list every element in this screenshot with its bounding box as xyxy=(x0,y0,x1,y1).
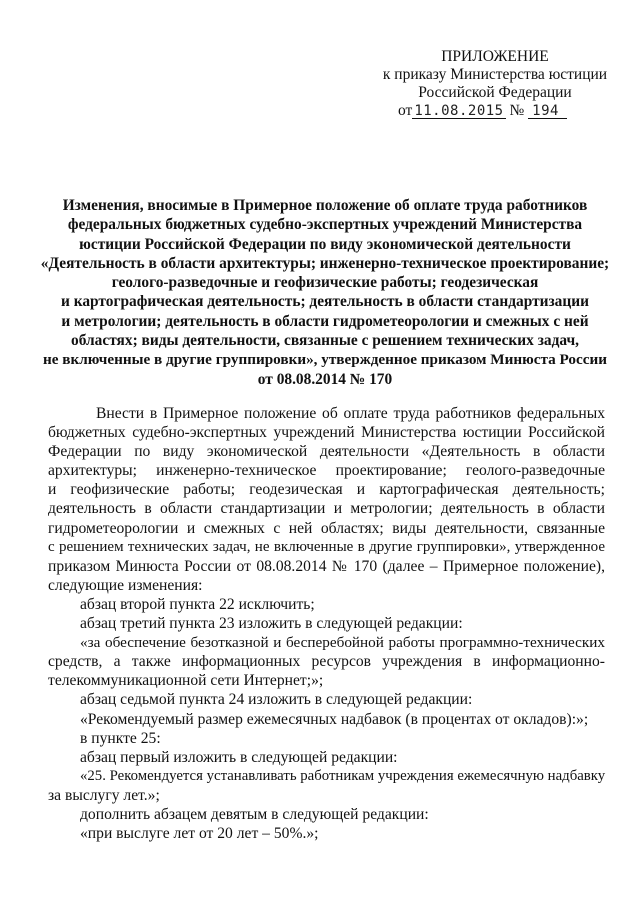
number-label: № xyxy=(509,102,525,119)
quote-line: средств, а также информационных ресурсов учреждения в информационно- xyxy=(48,653,605,671)
title-line: и метрологии; деятельность в области гидрометеорологии и смежных с ней xyxy=(61,312,589,330)
intro-paragraph xyxy=(48,404,605,595)
paragraph-line: бюджетных судебно-экспертных учреждений Министерства юстиции Российской xyxy=(48,424,605,442)
order-number-line xyxy=(380,102,610,120)
order-number: 194 xyxy=(528,104,567,119)
paragraph-line: приказом Минюста России от 08.08.2014 № 170 (далее – Примерное положение), xyxy=(48,557,605,575)
list-item: абзац седьмой пункта 24 изложить в следующей редакции: xyxy=(80,691,473,709)
quote-block xyxy=(48,633,605,690)
attachment-title: ПРИЛОЖЕНИЕ xyxy=(441,48,549,65)
quote-line: за выслугу лет.»; xyxy=(48,786,160,804)
title-line: областях; виды деятельности, связанные с решением технических задач, xyxy=(71,332,579,350)
quote-block xyxy=(48,767,605,805)
order-date: 11.08.2015 xyxy=(414,103,504,119)
paragraph-line: следующие изменения: xyxy=(48,576,203,594)
paragraph-line: и геофизические работы; геодезическая и картографическая деятельность; xyxy=(48,481,605,499)
quote-line: телекоммуникационной сети Интернет;»; xyxy=(48,672,324,690)
paragraph-line: Внести в Примерное положение об оплате труда работников федеральных xyxy=(96,405,605,422)
document-title xyxy=(40,196,610,389)
list-item: дополнить абзацем девятым в следующей редакции: xyxy=(80,805,429,823)
list-item: абзац второй пункта 22 исключить; xyxy=(80,595,315,613)
title-line: от 08.08.2014 № 170 xyxy=(257,370,393,388)
quote-line: «Рекомендуемый размер ежемесячных надбавок (в процентах от окладов):»; xyxy=(80,710,589,728)
attachment-ministry-line: Российской Федерации xyxy=(418,84,572,101)
list-item: абзац третий пункта 23 изложить в следующей редакции: xyxy=(80,615,463,633)
title-line: геолого-разведочные и геофизические работы; геодезическая xyxy=(111,274,539,292)
paragraph-line: архитектуры; инженерно-техническое проектирование; геолого-разведочные xyxy=(48,462,605,480)
title-line: и картографическая деятельность; деятельность в области стандартизации xyxy=(61,293,589,311)
list-item: в пункте 25: xyxy=(80,729,161,747)
title-line: не включенные в другие группировки», утвержденное приказом Минюста России xyxy=(43,351,607,369)
document-body xyxy=(48,404,605,843)
title-line: федеральных бюджетных судебно-экспертных учреждений Министерства xyxy=(67,216,583,234)
title-line: юстиции Российской Федерации по виду экономической деятельности xyxy=(79,235,571,253)
quote-line: «25. Рекомендуется устанавливать работникам учреждения ежемесячную надбавку xyxy=(80,767,606,784)
list-item: абзац первый изложить в следующей редакции: xyxy=(80,748,398,766)
title-line: «Деятельность в области архитектуры; инженерно-техническое проектирование; xyxy=(40,254,610,272)
quote-line: «при выслуге лет от 20 лет – 50%.»; xyxy=(80,825,319,843)
from-label: от xyxy=(398,102,413,119)
paragraph-line: деятельность в области стандартизации и метрологии; деятельность в области xyxy=(48,500,605,518)
paragraph-line: Федерации по виду экономической деятельности «Деятельность в области xyxy=(48,443,605,461)
quote-line: «за обеспечение безотказной и бесперебойной работы программно-технических xyxy=(80,634,605,652)
attachment-order-line: к приказу Министерства юстиции xyxy=(382,66,608,83)
paragraph-line: гидрометеорологии и смежных с ней областях; виды деятельности, связанные xyxy=(48,519,605,537)
title-line: Изменения, вносимые в Примерное положение об оплате труда работников xyxy=(62,197,588,214)
attachment-header xyxy=(380,48,610,120)
paragraph-line: с решением технических задач, не включенные в другие группировки», утвержденное xyxy=(48,538,605,555)
